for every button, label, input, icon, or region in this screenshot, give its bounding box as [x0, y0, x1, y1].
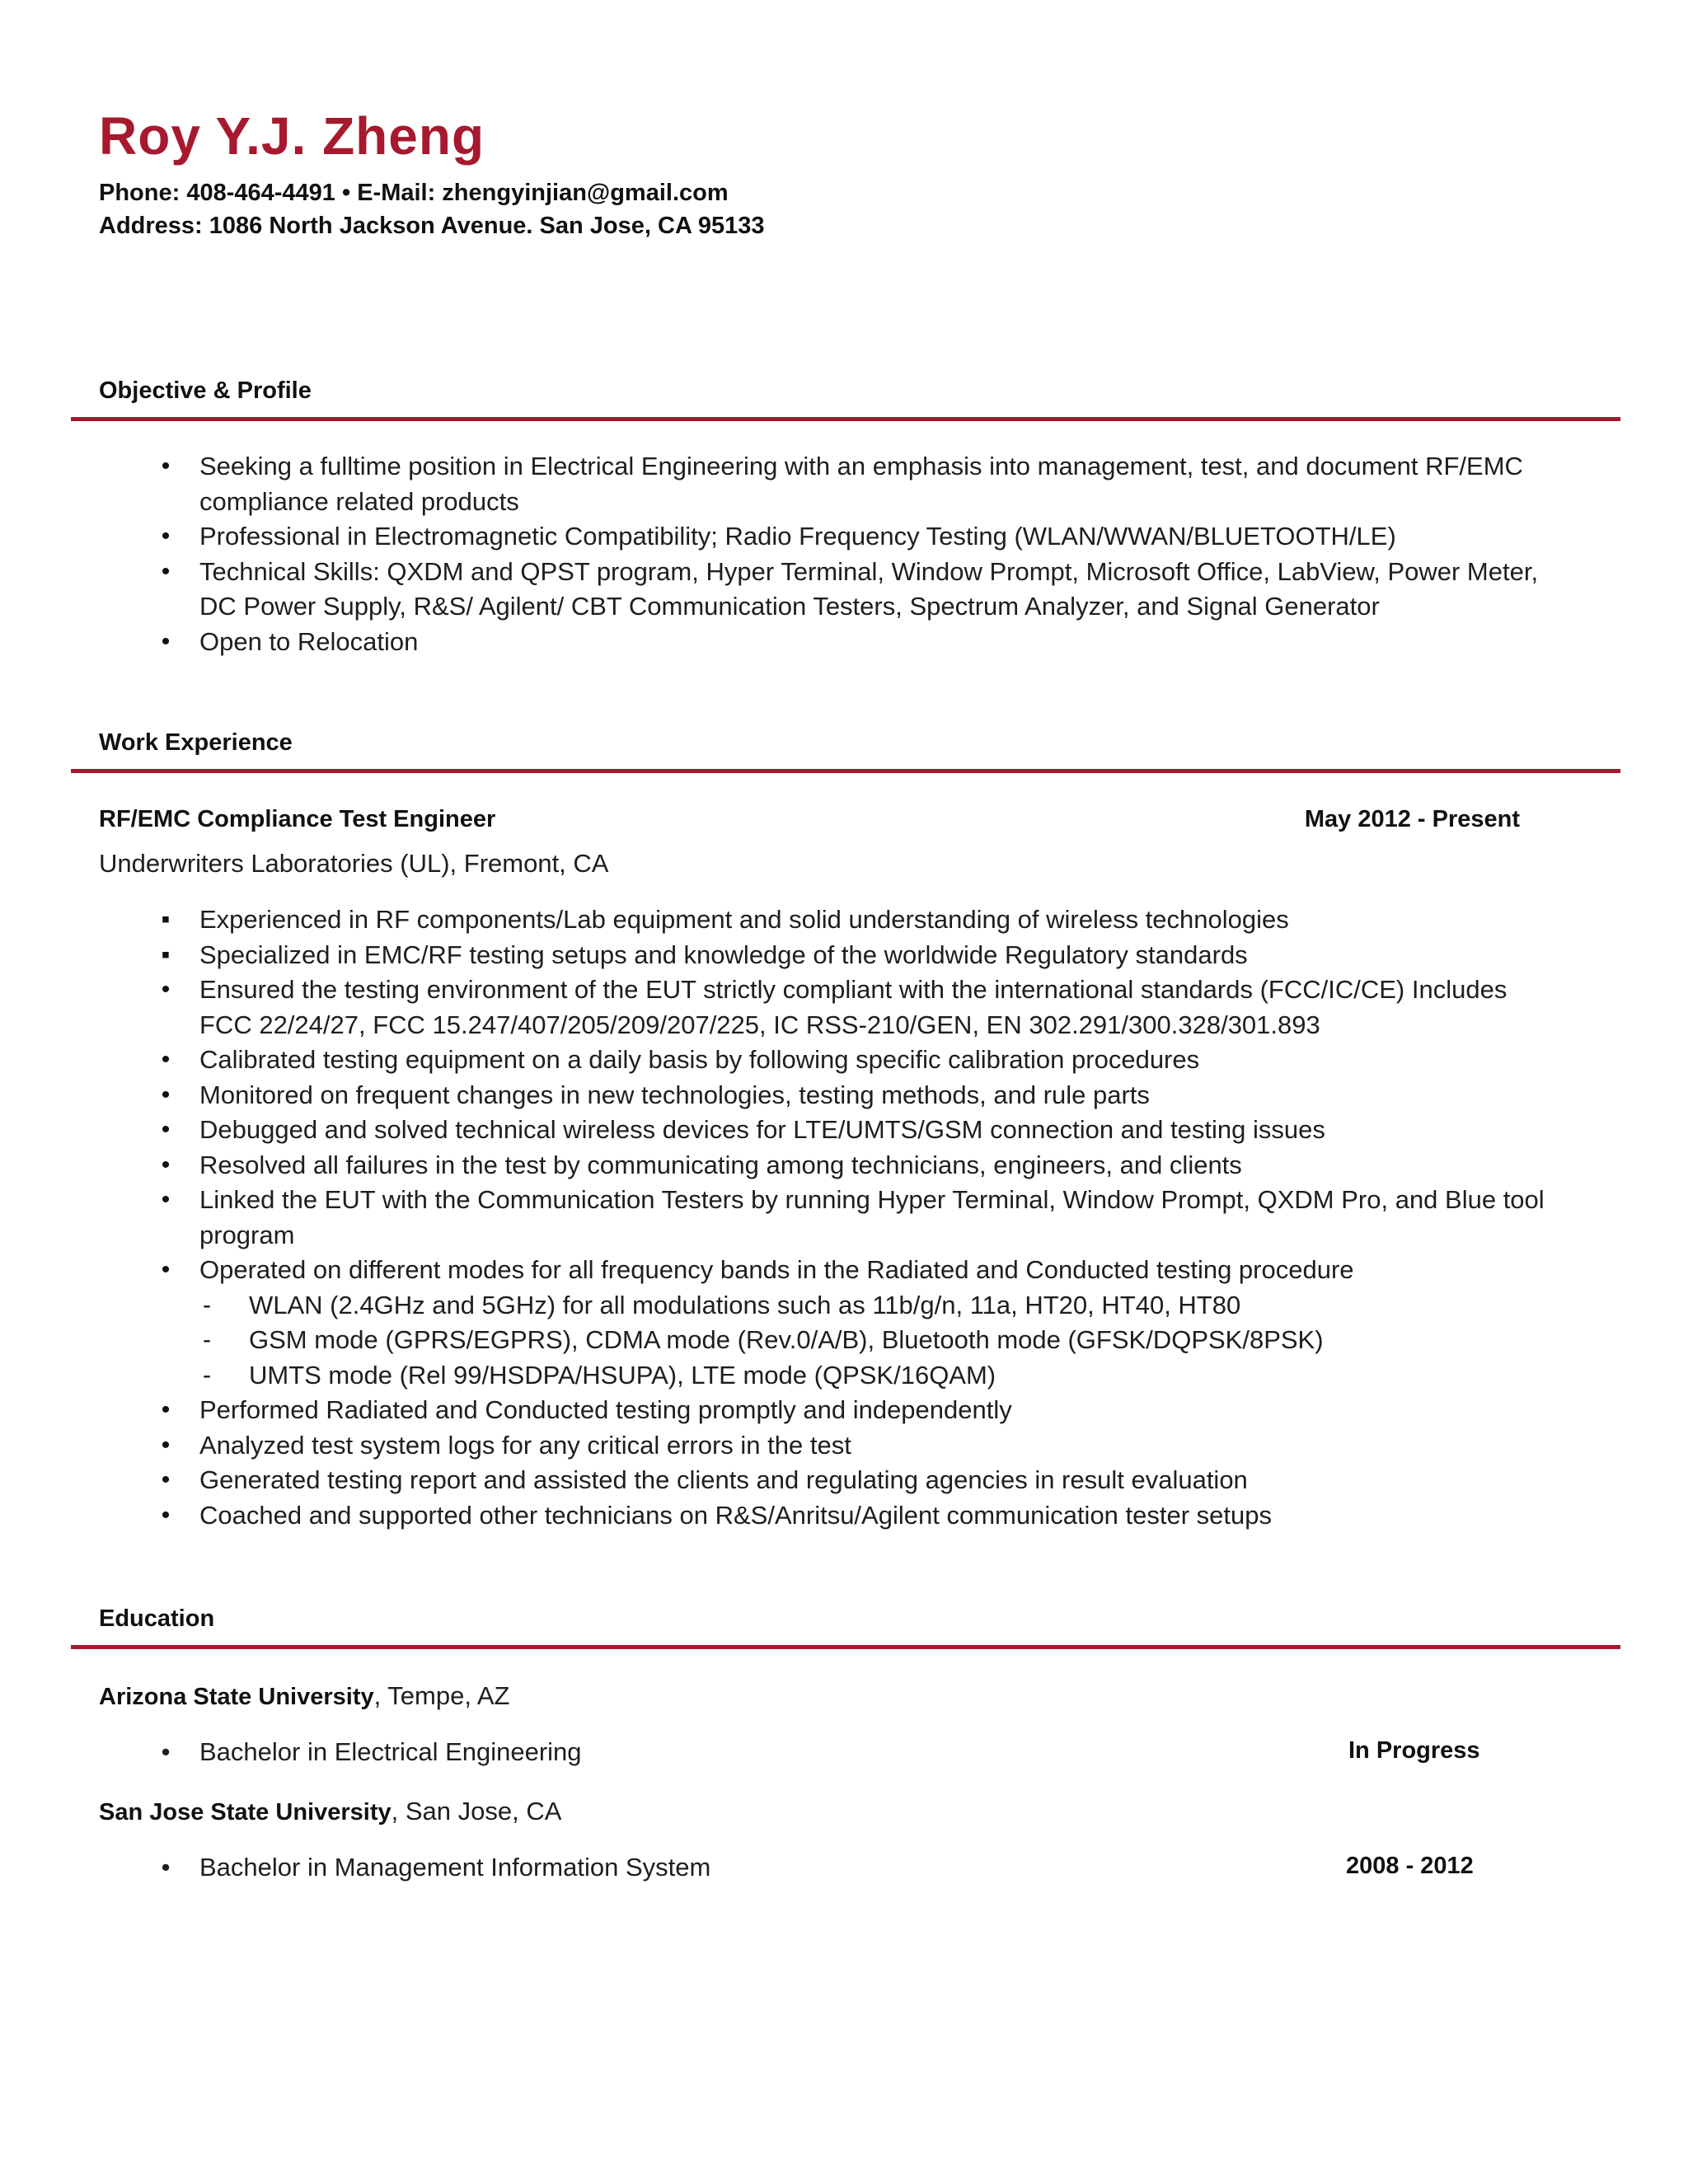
- item-text: UMTS mode (Rel 99/HSDPA/HSUPA), LTE mode (QPSK/16QAM): [249, 1360, 996, 1390]
- education-heading: Education: [99, 1605, 215, 1632]
- bullet-icon: •: [161, 1737, 171, 1766]
- school-location: , Tempe, AZ: [373, 1681, 510, 1710]
- bullet-icon: •: [161, 1396, 171, 1423]
- bullet-icon: •: [161, 523, 171, 550]
- candidate-name: Roy Y.J. Zheng: [99, 106, 485, 166]
- dash-icon: -: [203, 1361, 211, 1389]
- job-dates: May 2012 - Present: [1304, 806, 1520, 832]
- list-item: [0, 1463, 1551, 1498]
- list-item: [0, 1183, 1551, 1253]
- item-text: Calibrated testing equipment on a daily basis by following specific calibration procedures: [199, 1045, 1200, 1074]
- list-item: [0, 1498, 1551, 1534]
- degree-name: Bachelor in Management Information System: [199, 1853, 711, 1882]
- section-divider: [71, 417, 1620, 421]
- item-text: Experienced in RF components/Lab equipment and solid understanding of wireless technologies: [199, 905, 1289, 934]
- section-divider: [71, 769, 1620, 773]
- bullet-icon: •: [161, 1151, 171, 1179]
- sub-list-item: [0, 1288, 1601, 1324]
- employer: Underwriters Laboratories (UL), Fremont, CA: [99, 849, 609, 878]
- contact-address: Address: 1086 North Jackson Avenue. San Jose, CA 95133: [99, 213, 765, 239]
- bullet-icon: •: [161, 1501, 171, 1529]
- degree-years: 2008 - 2012: [1346, 1853, 1474, 1879]
- list-item: [0, 449, 1551, 519]
- bullet-icon: •: [161, 452, 171, 480]
- bullet-icon: •: [161, 1853, 171, 1882]
- item-text: Ensured the testing environment of the EUT strictly compliant with the international standards (FCC/IC/CE) Includes FCC 22/24/27, FCC 15.247/407/205/209/207/225, IC RSS-210/GEN, EN 302.291/300.328/301.893: [199, 975, 1507, 1039]
- list-item: [0, 1043, 1551, 1078]
- list-item: [0, 519, 1551, 555]
- sub-list-item: [0, 1323, 1601, 1358]
- school-name: San Jose State University: [99, 1799, 392, 1825]
- item-text: Coached and supported other technicians on R&S/Anritsu/Agilent communication tester setups: [199, 1500, 1273, 1530]
- work-heading: Work Experience: [99, 729, 293, 756]
- school-1: [99, 1681, 509, 1711]
- bullet-icon: •: [161, 1466, 171, 1493]
- item-text: Technical Skills: QXDM and QPST program, Hyper Terminal, Window Prompt, Microsoft Office, LabView, Power Meter, DC Power Supply, R&S/ Agilent/ CBT Communication Testers, Spectrum Analyzer, and Signal Generator: [199, 556, 1539, 621]
- square-bullet-icon: ▪: [161, 940, 171, 968]
- list-item: [0, 1148, 1551, 1183]
- bullet-icon: •: [161, 1046, 171, 1073]
- degree-status: In Progress: [1348, 1737, 1480, 1764]
- item-text: Operated on different modes for all frequency bands in the Radiated and Conducted testing procedure: [199, 1255, 1354, 1284]
- bullet-icon: •: [161, 976, 171, 1003]
- bullet-icon: •: [161, 1116, 171, 1143]
- item-text: Monitored on frequent changes in new technologies, testing methods, and rule parts: [199, 1080, 1150, 1109]
- list-item: [0, 972, 1551, 1043]
- bullet-icon: •: [161, 627, 171, 655]
- school-name: Arizona State University: [99, 1684, 374, 1710]
- list-item: [0, 1078, 1551, 1113]
- list-item: [0, 1428, 1551, 1464]
- bullet-icon: •: [161, 1186, 171, 1213]
- work-duties-list: [0, 902, 1688, 1533]
- list-item: [0, 1253, 1551, 1288]
- item-text: Resolved all failures in the test by communicating among technicians, engineers, and clients: [199, 1150, 1242, 1179]
- item-text: Open to Relocation: [199, 626, 419, 656]
- degree-name: Bachelor in Electrical Engineering: [199, 1737, 582, 1766]
- item-text: Professional in Electromagnetic Compatibility; Radio Frequency Testing (WLAN/WWAN/BLUETOOTH/LE): [199, 522, 1396, 551]
- objective-heading: Objective & Profile: [99, 377, 312, 404]
- school-2: [99, 1797, 561, 1826]
- list-item: [0, 625, 1551, 660]
- bullet-icon: •: [161, 1080, 171, 1108]
- list-item: [0, 1393, 1551, 1428]
- list-item: [0, 938, 1551, 973]
- item-text: GSM mode (GPRS/EGPRS), CDMA mode (Rev.0/A/B), Bluetooth mode (GFSK/DQPSK/8PSK): [249, 1325, 1324, 1354]
- item-text: Debugged and solved technical wireless devices for LTE/UMTS/GSM connection and testing issues: [199, 1115, 1325, 1144]
- item-text: Seeking a fulltime position in Electrical Engineering with an emphasis into management, test, and document RF/EMC compliance related products: [199, 452, 1523, 516]
- list-item: [0, 555, 1551, 625]
- job-title: RF/EMC Compliance Test Engineer: [99, 806, 496, 832]
- bullet-icon: •: [161, 1256, 171, 1283]
- contact-phone-email: Phone: 408-464-4491 • E-Mail: zhengyinjian@gmail.com: [99, 180, 729, 206]
- objective-list: [0, 449, 1688, 659]
- item-text: Generated testing report and assisted the clients and regulating agencies in result evaluation: [199, 1465, 1248, 1494]
- school-location: , San Jose, CA: [391, 1797, 562, 1825]
- item-text: Analyzed test system logs for any critical errors in the test: [199, 1430, 851, 1460]
- sub-list-item: [0, 1358, 1601, 1394]
- square-bullet-icon: ▪: [161, 906, 171, 933]
- item-text: Performed Radiated and Conducted testing promptly and independently: [199, 1395, 1012, 1424]
- section-divider: [71, 1645, 1620, 1649]
- list-item: [0, 1113, 1551, 1148]
- bullet-icon: •: [161, 557, 171, 585]
- bullet-icon: •: [161, 1431, 171, 1459]
- dash-icon: -: [203, 1291, 211, 1319]
- dash-icon: -: [203, 1326, 211, 1353]
- item-text: WLAN (2.4GHz and 5GHz) for all modulations such as 11b/g/n, 11a, HT20, HT40, HT80: [249, 1290, 1241, 1319]
- list-item: [0, 902, 1551, 938]
- item-text: Linked the EUT with the Communication Testers by running Hyper Terminal, Window Prompt, QXDM Pro, and Blue tool program: [199, 1185, 1545, 1249]
- item-text: Specialized in EMC/RF testing setups and knowledge of the worldwide Regulatory standards: [199, 940, 1248, 969]
